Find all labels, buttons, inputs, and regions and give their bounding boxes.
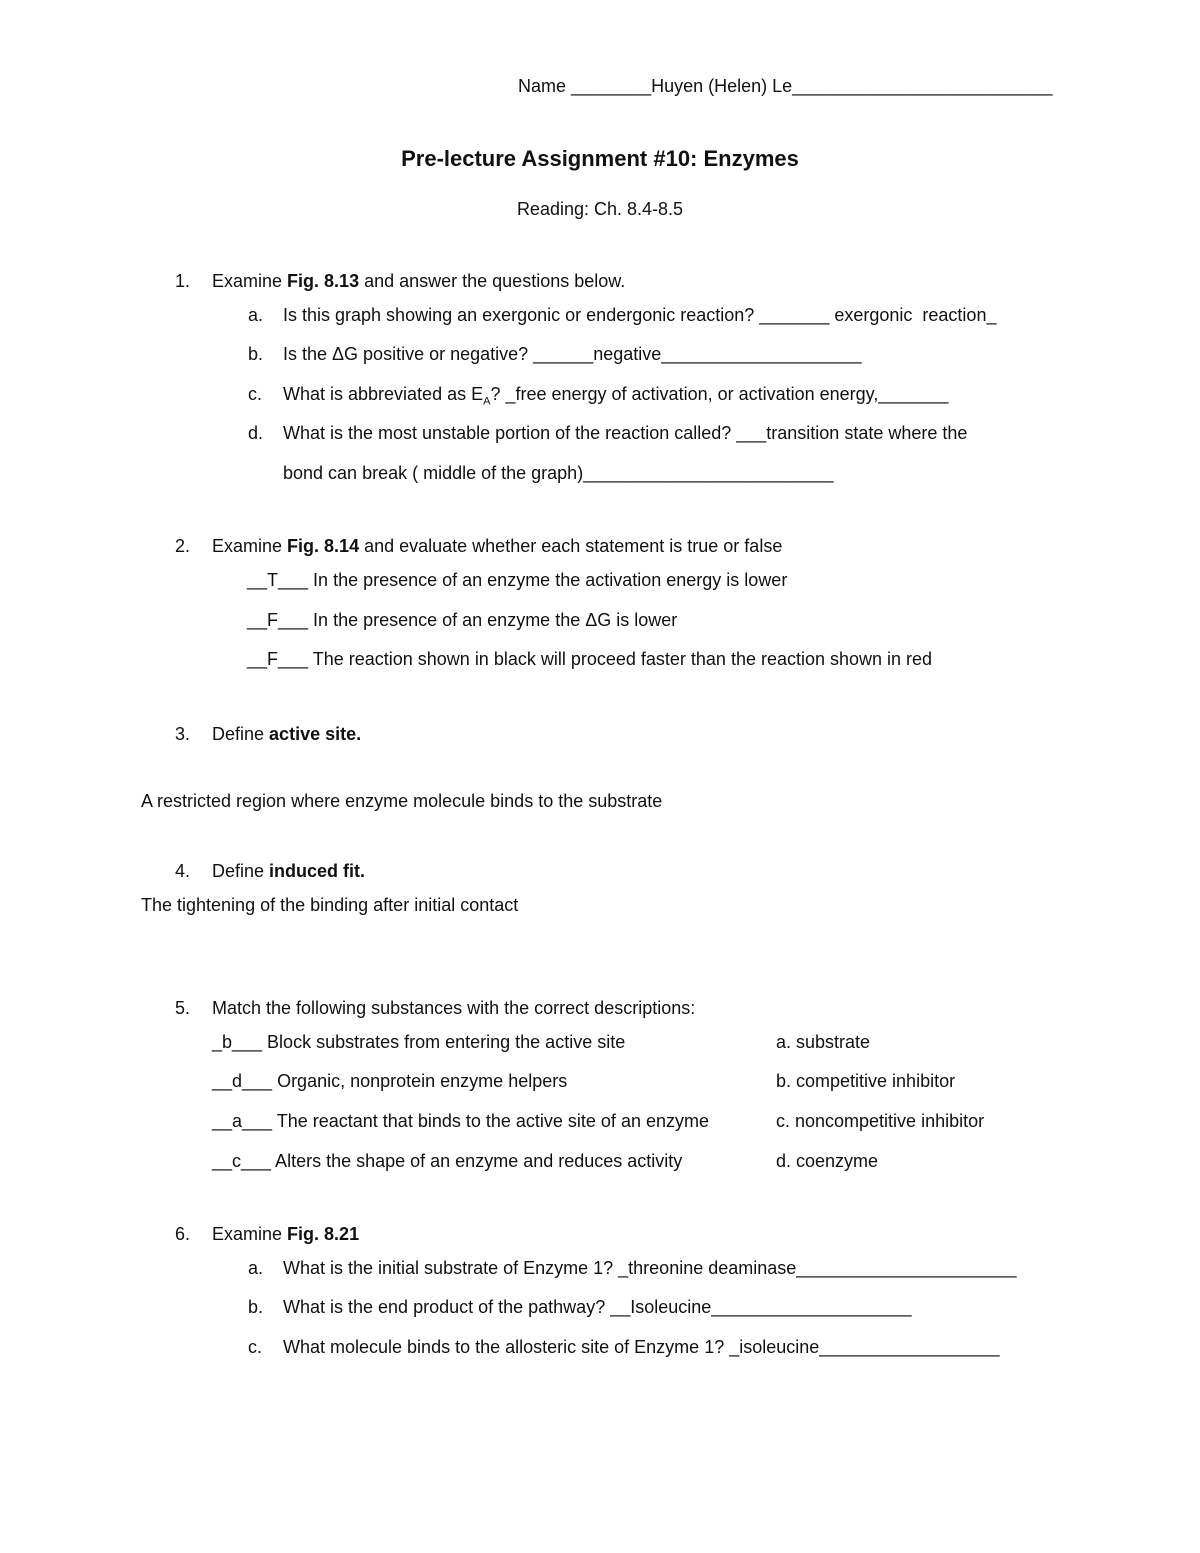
- q1b-letter: b.: [248, 344, 264, 364]
- q4-number: 4.: [175, 861, 191, 881]
- match-row-right: d. coenzyme: [776, 1151, 879, 1171]
- q3-prompt: Define active site.: [212, 724, 362, 744]
- match-row-right: a. substrate: [776, 1032, 871, 1052]
- q1a-text: Is this graph showing an exergonic or endergonic reaction? _______ exergonic reaction_: [283, 305, 997, 325]
- q4-term: induced fit.: [269, 861, 366, 881]
- q4-prompt: Define induced fit.: [212, 861, 366, 881]
- match-row-right: b. competitive inhibitor: [776, 1071, 956, 1091]
- q6b-letter: b.: [248, 1297, 264, 1317]
- q6b-text: What is the end product of the pathway? __Isoleucine____________________: [283, 1297, 912, 1317]
- q2-statement-1: __T___ In the presence of an enzyme the activation energy is lower: [247, 570, 788, 590]
- q1c-letter: c.: [248, 384, 263, 404]
- q1d-letter: d.: [248, 423, 264, 443]
- q6a-letter: a.: [248, 1258, 264, 1278]
- q2-statement-2: __F___ In the presence of an enzyme the ΔG is lower: [247, 610, 678, 630]
- match-row-left: __c___ Alters the shape of an enzyme and reduces activity: [212, 1151, 683, 1171]
- q6c-text: What molecule binds to the allosteric site of Enzyme 1? _isoleucine__________________: [283, 1337, 1000, 1357]
- q6a-text: What is the initial substrate of Enzyme 1? _threonine deaminase______________________: [283, 1258, 1017, 1278]
- q2-statement-3: __F___ The reaction shown in black will proceed faster than the reaction shown in red: [247, 649, 933, 669]
- q1-number: 1.: [175, 271, 191, 291]
- q2-number: 2.: [175, 536, 191, 556]
- match-row-right: c. noncompetitive inhibitor: [776, 1111, 985, 1131]
- q4-answer: The tightening of the binding after initial contact: [141, 895, 519, 915]
- q6-fig-ref: Fig. 8.21: [287, 1224, 360, 1244]
- page-title: Pre-lecture Assignment #10: Enzymes: [401, 146, 799, 171]
- q2-prompt: Examine Fig. 8.14 and evaluate whether each statement is true or false: [212, 536, 783, 556]
- q3-number: 3.: [175, 724, 191, 744]
- match-row-left: __d___ Organic, nonprotein enzyme helpers: [212, 1071, 568, 1091]
- name-line: Name ________Huyen (Helen) Le__________________________: [518, 76, 1053, 96]
- q1c-text: What is abbreviated as $E_A$? _free energy of activation, or activation energy,_______: [283, 384, 949, 408]
- q1-prompt: Examine Fig. 8.13 and answer the questions below.: [212, 271, 626, 291]
- q1-fig-ref: Fig. 8.13: [287, 271, 360, 291]
- reading-assignment: Reading: Ch. 8.4-8.5: [516, 199, 684, 219]
- q1d-text-line1: What is the most unstable portion of the reaction called? ___transition state where the: [283, 423, 968, 443]
- q6c-letter: c.: [248, 1337, 263, 1357]
- q6-number: 6.: [175, 1224, 191, 1244]
- q5-prompt: Match the following substances with the correct descriptions:: [212, 998, 696, 1018]
- q1b-text: Is the ΔG positive or negative? ______negative____________________: [283, 344, 862, 364]
- match-row-left: _b___ Block substrates from entering the active site: [212, 1032, 626, 1052]
- q6-prompt: Examine Fig. 8.21: [212, 1224, 360, 1244]
- q2-fig-ref: Fig. 8.14: [287, 536, 360, 556]
- q3-answer: A restricted region where enzyme molecule binds to the substrate: [141, 791, 663, 811]
- q1a-letter: a.: [248, 305, 264, 325]
- q3-term: active site.: [269, 724, 362, 744]
- match-row-left: __a___ The reactant that binds to the active site of an enzyme: [212, 1111, 709, 1131]
- q5-number: 5.: [175, 998, 191, 1018]
- q1d-text-line2: bond can break ( middle of the graph)_________________________: [283, 463, 834, 483]
